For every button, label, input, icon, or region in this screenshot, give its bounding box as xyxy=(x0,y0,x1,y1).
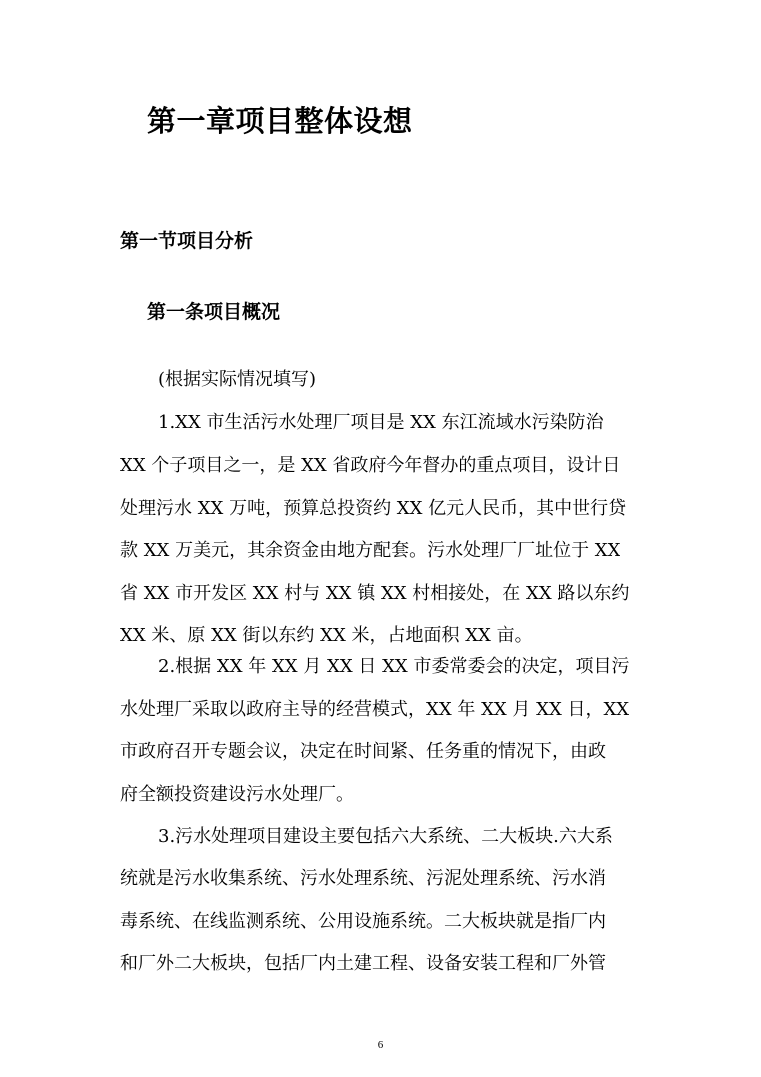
section-title: 第一节项目分析 xyxy=(120,230,254,252)
paragraph-line: 统就是污水收集系统、污水处理系统、污泥处理系统、污水消 xyxy=(120,868,606,889)
paragraph-line: 处理污水 XX 万吨，预算总投资约 XX 亿元人民币，其中世行贷 xyxy=(120,498,627,519)
chapter-title: 第一章项目整体设想 xyxy=(147,104,413,138)
paragraph-line: 3.污水处理项目建设主要包括六大系统、二大板块.六大系 xyxy=(158,826,613,847)
paragraph-line: 毒系统、在线监测系统、公用设施系统。二大板块就是指厂内 xyxy=(120,911,606,932)
paragraph-line: 府全额投资建设污水处理厂。 xyxy=(120,784,354,805)
paragraph-line: 市政府召开专题会议，决定在时间紧、任务重的情况下，由政 xyxy=(120,741,606,762)
page-number: 6 xyxy=(377,1039,384,1051)
paragraph-line: 款 XX 万美元，其余资金由地方配套。污水处理厂厂址位于 XX xyxy=(120,540,621,561)
paragraph-line: 和厂外二大板块，包括厂内土建工程、设备安装工程和厂外管 xyxy=(120,953,606,974)
paragraph-line: XX 米、原 XX 街以东约 XX 米，占地面积 XX 亩。 xyxy=(120,625,533,646)
paragraph-line: 水处理厂采取以政府主导的经营模式，XX 年 XX 月 XX 日，XX xyxy=(120,699,630,720)
paragraph-line: 1.XX 市生活污水处理厂项目是 XX 东江流域水污染防治 xyxy=(158,412,604,433)
note-text: (根据实际情况填写) xyxy=(158,369,317,390)
paragraph-line: XX 个子项目之一，是 XX 省政府今年督办的重点项目，设计日 xyxy=(120,455,621,476)
paragraph-line: 2.根据 XX 年 XX 月 XX 日 XX 市委常委会的决定，项目污 xyxy=(158,656,630,677)
paragraph-line: 省 XX 市开发区 XX 村与 XX 镇 XX 村相接处，在 XX 路以东约 xyxy=(120,583,630,604)
article-title: 第一条项目概况 xyxy=(147,301,281,323)
